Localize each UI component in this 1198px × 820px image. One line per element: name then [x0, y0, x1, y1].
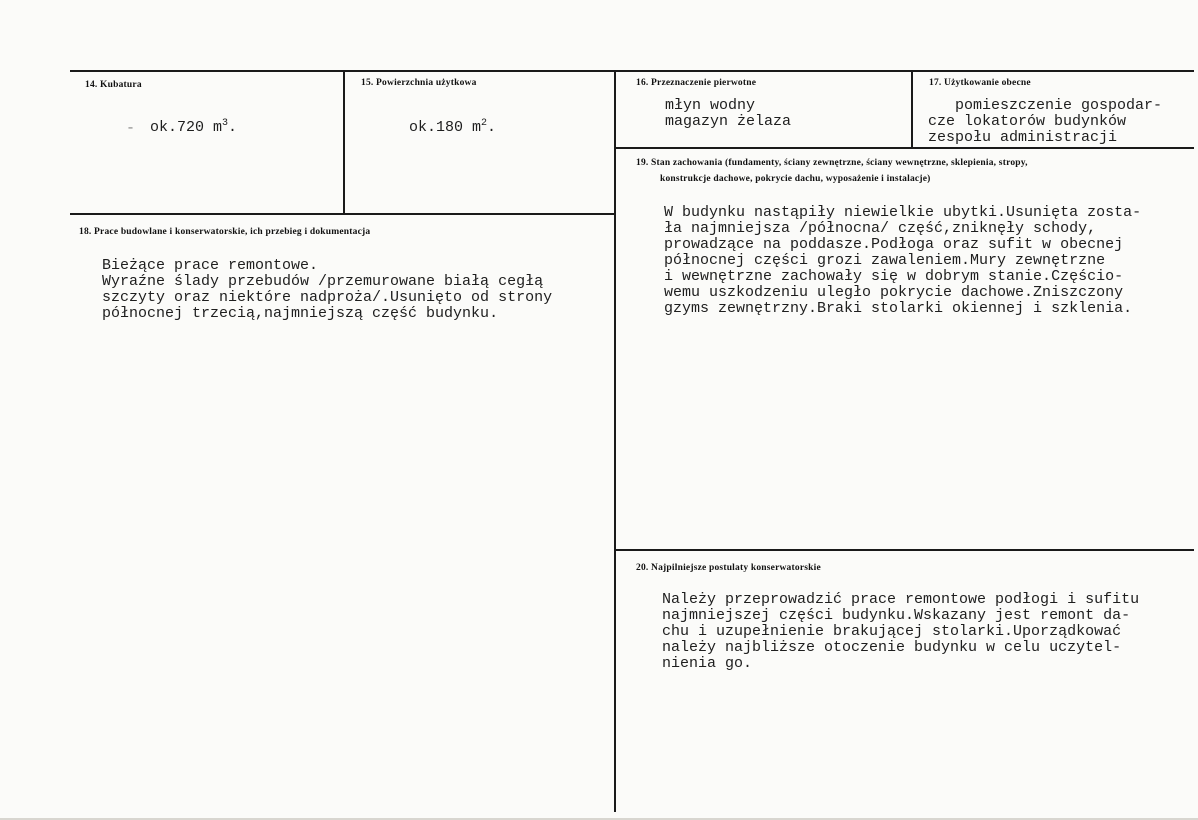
field-20-label: 20. Najpilniejsze postulaty konserwatorskie [636, 563, 821, 573]
field-18-line-4: północnej trzecią,najmniejszą część budynku. [102, 305, 499, 322]
divider-14-15 [343, 71, 345, 214]
field-14-value [150, 120, 237, 136]
field-17-line-3: zespołu administracji [928, 130, 1118, 146]
field-18-line-3: szczyty oraz niektóre nadproża/.Usunięto od strony [102, 289, 553, 306]
top-rule [70, 70, 1194, 72]
field-14-mark: - [126, 120, 136, 137]
field-15-value-suffix: . [487, 119, 497, 136]
field-15-value-sup: 2 [481, 118, 488, 129]
field-16-label: 16. Przeznaczenie pierwotne [636, 78, 757, 88]
divider-16-17 [911, 71, 913, 148]
field-15-value [409, 120, 496, 136]
field-19-line-4: północnej części grozi zawaleniem.Mury zewnętrzne [664, 252, 1106, 269]
field-19-line-2: ła najmniejsza /północna/ część,zniknęły schody, [664, 220, 1097, 237]
field-14-label: 14. Kubatura [85, 80, 142, 90]
field-19-label-line-2: konstrukcje dachowe, pokrycie dachu, wyposażenie i instalacje) [660, 174, 931, 184]
field-18-line-2: Wyraźne ślady przebudów /przemurowane białą cegłą [102, 273, 544, 290]
field-20-line-2: najmniejszej części budynku.Wskazany jest remont da- [662, 607, 1131, 624]
field-19-line-7: gzyms zewnętrzny.Braki stolarki okiennej i szklenia. [664, 300, 1133, 317]
rule-under-16-17 [615, 147, 1194, 149]
field-19-line-1: W budynku nastąpiły niewielkie ubytki.Usunięta zosta- [664, 204, 1142, 221]
field-17-line-1: pomieszczenie gospodar- [955, 97, 1163, 114]
divider-center [614, 71, 616, 812]
field-17-label: 17. Użytkowanie obecne [929, 78, 1031, 88]
field-19-line-3: prowadzące na poddasze.Podłoga oraz sufit w obecnej [664, 236, 1124, 253]
field-19-line-5: i wewnętrzne zachowały się w dobrym stanie.Częścio- [664, 268, 1124, 285]
field-18-line-1: Bieżące prace remontowe. [102, 257, 319, 274]
field-15-value-text: ok.180 m [409, 119, 482, 136]
rule-under-14-15 [70, 213, 616, 215]
field-19-line-6: wemu uszkodzeniu uległo pokrycie dachowe.Zniszczony [664, 284, 1124, 301]
field-20-line-5: nienia go. [662, 655, 753, 672]
field-17-line-2: cze lokatorów budynków [928, 113, 1127, 130]
field-16-line-1: młyn wodny [665, 97, 756, 114]
field-19-label-line-1: 19. Stan zachowania (fundamenty, ściany zewnętrzne, ściany wewnętrzne, sklepienia, stropy, [636, 158, 1028, 168]
rule-above-20 [615, 549, 1194, 551]
field-16-line-2: magazyn żelaza [665, 113, 792, 130]
field-14-value-suffix: . [228, 119, 238, 136]
field-14-value-sup: 3 [222, 118, 229, 129]
field-15-label: 15. Powierzchnia użytkowa [361, 78, 477, 88]
field-20-line-1: Należy przeprowadzić prace remontowe podłogi i sufitu [662, 591, 1140, 608]
field-20-line-4: należy najbliższe otoczenie budynku w celu uczytel- [662, 639, 1122, 656]
field-14-value-text: ok.720 m [150, 119, 223, 136]
field-18-label: 18. Prace budowlane i konserwatorskie, ich przebieg i dokumentacja [79, 227, 371, 237]
field-20-line-3: chu i uzupełnienie brakującej stolarki.Uporządkować [662, 623, 1122, 640]
